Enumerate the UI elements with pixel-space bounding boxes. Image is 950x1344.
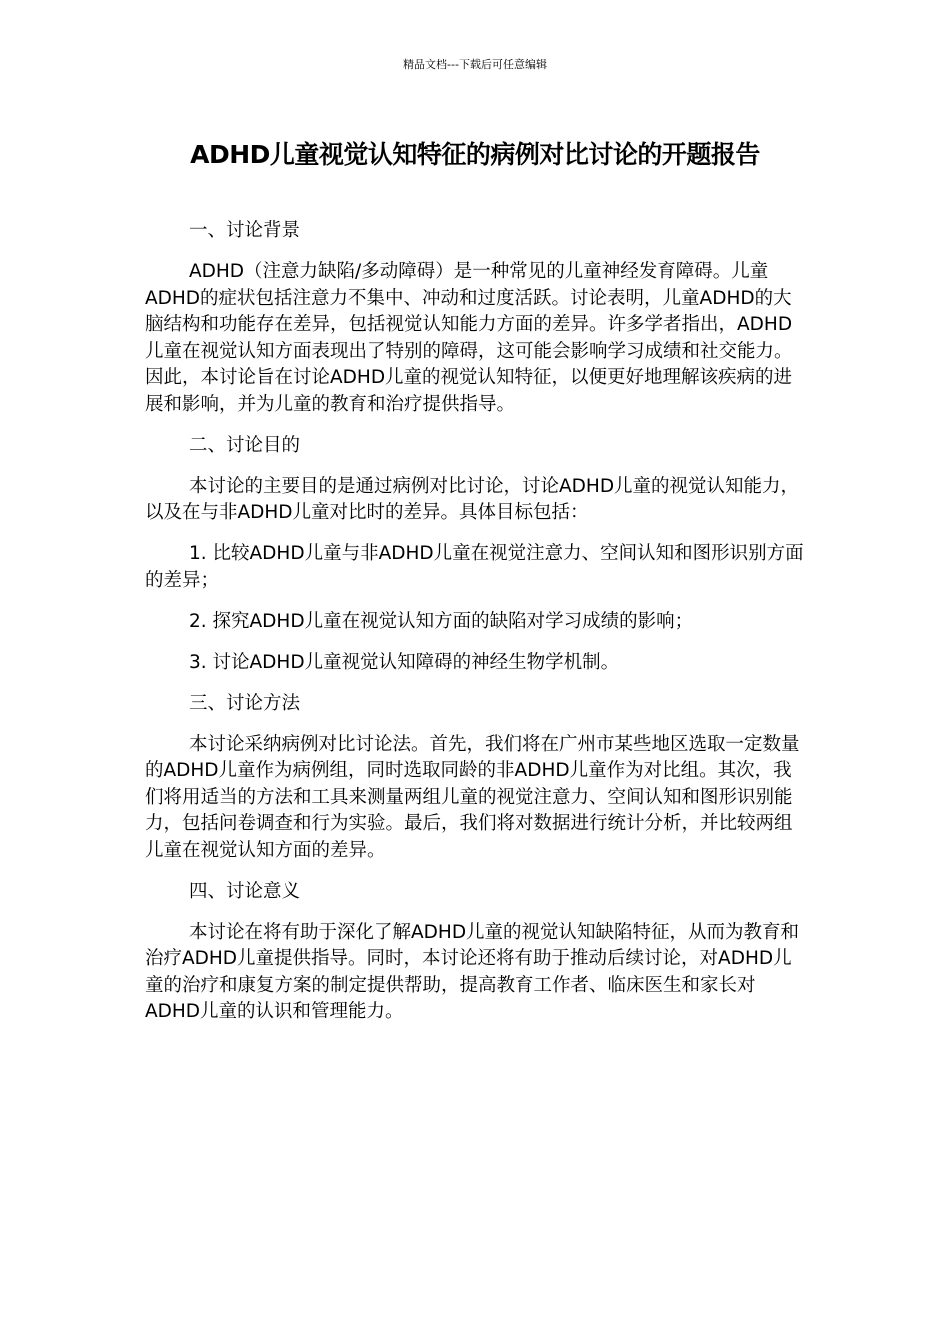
section-heading-background: 一、讨论背景 [189,220,301,241]
paragraph-purpose: 本讨论的主要目的是通过病例对比讨论，讨论ADHD儿童的视觉认知能力，以及在与非ADHD儿童对比时的差异。具体目标包括： [145,475,800,523]
section-heading-method: 三、讨论方法 [189,692,301,714]
paragraph-background: ADHD（注意力缺陷/多动障碍）是一种常见的儿童神经发育障碍。儿童ADHD的症状包括注意力不集中、冲动和过度活跃。讨论表明，儿童ADHD的大脑结构和功能存在差异，包括视觉认知能力方面的差异。许多学者指出，ADHD儿童在视觉认知方面表现出了特别的障碍，这可能会影响学习成绩和社交能力。因此，本讨论旨在讨论ADHD儿童的视觉认知特征，以便更好地理解该疾病的进展和影响，并为儿童的教育和治疗提供指导。 [145,261,793,415]
document-body [145,218,805,1040]
document-title: ADHD儿童视觉认知特征的病例对比讨论的开题报告 [190,140,760,169]
section-heading-purpose: 二、讨论目的 [189,434,301,456]
list-item-goal-2: 2. 探究ADHD儿童在视觉认知方面的缺陷对学习成绩的影响； [189,610,694,632]
list-item-goal-3: 3. 讨论ADHD儿童视觉认知障碍的神经生物学机制。 [189,651,620,673]
paragraph-method: 本讨论采纳病例对比讨论法。首先，我们将在广州市某些地区选取一定数量的ADHD儿童作为病例组，同时选取同龄的非ADHD儿童作为对比组。其次，我们将用适当的方法和工具来测量两组儿童的视觉注意力、空间认知和图形识别能力，包括问卷调查和行为实验。最后，我们将对数据进行统计分析，并比较两组儿童在视觉认知方面的差异。 [145,733,800,861]
section-heading-significance: 四、讨论意义 [189,880,301,902]
paragraph-significance: 本讨论在将有助于深化了解ADHD儿童的视觉认知缺陷特征，从而为教育和治疗ADHD儿童提供指导。同时，本讨论还将有助于推动后续讨论，对ADHD儿童的治疗和康复方案的制定提供帮助，提高教育工作者、临床医生和家长对ADHD儿童的认识和管理能力。 [145,921,800,1022]
list-item-goal-1: 1. 比较ADHD儿童与非ADHD儿童在视觉注意力、空间认知和图形识别方面的差异； [145,543,804,591]
page-header: 精品文档---下载后可任意编辑 [403,58,547,71]
